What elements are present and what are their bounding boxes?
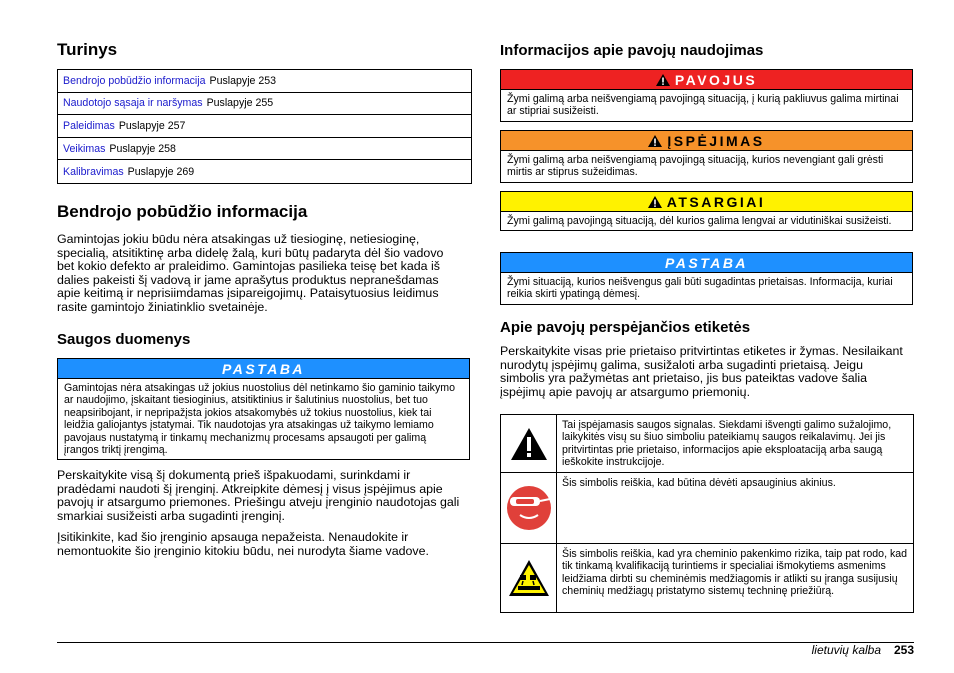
safety-paragraph-2: Įsitikinkite, kad šio įrenginio apsauga nepažeista. Nenaudokite ir nemontuokite šio įrenginio kitokiu būdu, nei nurodyta šiame vadove. [57, 530, 429, 558]
warning-box [500, 130, 913, 183]
toc-row [58, 160, 471, 183]
note-banner: PASTABA [58, 359, 469, 379]
caution-box [500, 191, 913, 231]
toc-row [58, 70, 471, 93]
symbol-text: Tai įspėjamasis saugos signalas. Siekdami išvengti galimo sužalojimo, laikykitės visų su šiuo simboliu pateikiamų saugos reikalavimų. Jei jis pritvirtintas prie prietaiso, informacijos apie eksploataciją arba saugą ieškokite instrukcijoje. [562, 419, 892, 469]
symbol-row [501, 544, 913, 612]
labels-text: Perskaitykite visas prie prietaiso pritvirtintas etiketes ir žymas. Nesilaikant nurodytų įspėjimų galima, susižaloti arba sugadinti prietaisą. Jeigu simbolis yra pažymėtas ant prietaiso, jis bus pateiktas vadove šalia įspėjimų apie pavojų ar atsargumo priemonių. [500, 344, 903, 399]
toc-page: Puslapyje 269 [127, 165, 195, 178]
toc-page: Puslapyje 255 [206, 97, 274, 110]
toc-row [58, 115, 471, 138]
notice-box [500, 252, 913, 305]
notice-banner: PASTABA [501, 253, 912, 273]
general-title: Bendrojo pobūdžio informacija [57, 202, 308, 221]
warning-triangle-icon [510, 427, 548, 461]
safety-note-box [57, 358, 470, 460]
warning-triangle-icon [648, 196, 662, 208]
toc-table [57, 69, 472, 184]
toc-row [58, 93, 471, 116]
toc-page: Puslapyje 257 [118, 119, 186, 132]
symbols-table [500, 414, 914, 613]
caution-text: Žymi galimą pavojingą situaciją, dėl kurios galima lengvai ar vidutiniškai susižeisti. [507, 215, 892, 227]
toc-row [58, 138, 471, 161]
toc-link[interactable]: Bendrojo pobūdžio informacija [63, 74, 206, 87]
danger-box [500, 69, 913, 122]
safety-title: Saugos duomenys [57, 331, 191, 348]
warning-triangle-icon [656, 74, 670, 86]
note-text: Gamintojas nėra atsakingas už jokius nuostolius dėl netinkamo šio gaminio taikymo ar naudojimo, įskaitant tiesioginius, atsitiktinius ir šalutinius nuostolius, bet tuo neapsiribojant, ir nepripažįsta jokios atsakomybės už tokius nuostolius, kiek tai leidžia galiojantys įstatymai. Tik naudotojas yra atsakingas už taikymo lemiamo pavojaus nustatymą ir tinkamų mechanizmų procesams apsaugoti per galimą įrangos triktį įrengimą. [64, 382, 455, 457]
caution-banner [501, 192, 912, 212]
footer-language: lietuvių kalba [811, 643, 881, 657]
symbol-text: Šis simbolis reiškia, kad būtina dėvėti apsauginius akinius. [562, 477, 836, 489]
footer-divider [57, 642, 914, 643]
general-text: Gamintojas jokiu būdu nėra atsakingas už tiesioginę, netiesioginę, specialią, atsitiktinę arba didelę žalą, kuri būtų padaryta dėl šio vadovo bet kokio defekto ar praleidimo. Gamintojas pasilieka teisę bet kada iš dalies pakeisti šį vadovą ir jame aprašytus produktus nepranešdamas apie keitimą ir neprisiimdamas įsipareigojimų. Pataisytuosius leidimus rasite gamintojo žiniatinklio svetainėje. [57, 232, 444, 314]
toc-link[interactable]: Kalibravimas [63, 165, 124, 178]
toc-link[interactable]: Veikimas [63, 142, 106, 155]
toc-link[interactable]: Paleidimas [63, 119, 115, 132]
toc-page: Puslapyje 258 [109, 142, 176, 155]
danger-label: PAVOJUS [674, 71, 758, 88]
toc-title: Turinys [57, 40, 118, 59]
symbol-row [501, 473, 913, 544]
danger-text: Žymi galimą arba neišvengiamą pavojingą situaciją, į kurią pakliuvus galima mirtinai ar stipriai susižeisti. [507, 93, 899, 118]
symbol-icon-cell [501, 473, 557, 543]
symbol-text: Šis simbolis reiškia, kad yra cheminio pakenkimo rizika, taip pat rodo, kad tik tinkamą kvalifikaciją turintiems ir specialiai išmokytiems asmenims leidžiama dirbti su cheminėmis medžiagomis ir atlikti su įranga susijusių cheminių medžiagų pristatymo sistemų techninę priežiūrą. [562, 548, 908, 598]
notice-text: Žymi situaciją, kurios neišvengus gali būti sugadintas prietaisas. Informacija, kuriai reikia skirti ypatingą dėmesį. [507, 276, 893, 301]
page-number: 253 [893, 643, 914, 657]
labels-title: Apie pavojų perspėjančios etiketės [500, 319, 751, 336]
warning-label: ĮSPĖJIMAS [667, 132, 765, 149]
toc-link[interactable]: Naudotojo sąsaja ir naršymas [63, 97, 203, 110]
symbol-icon-cell [501, 415, 557, 472]
warning-text: Žymi galimą arba neišvengiamą pavojingą situaciją, kurios nevengiant gali grėsti mirtis ar stiprus sužeidimas. [507, 154, 884, 179]
toc-page: Puslapyje 253 [209, 74, 277, 87]
safety-paragraph-1: Perskaitykite visą šį dokumentą prieš išpakuodami, surinkdami ir pradėdami naudoti šį įrenginį. Atkreipkite dėmesį į visus įspėjimus apie pavojų ir atsargumo priemones. Priešingu atveju įrenginio naudotojas gali smarkiai susižeisti arba sugadinti įrenginį. [57, 468, 460, 523]
warning-triangle-icon [648, 135, 662, 147]
warning-banner [501, 131, 912, 151]
symbol-row [501, 415, 913, 473]
safety-goggles-icon [506, 485, 552, 531]
symbol-icon-cell [501, 544, 557, 612]
hazard-info-title: Informacijos apie pavojų naudojimas [500, 42, 764, 59]
danger-banner [501, 70, 912, 90]
chemical-hazard-icon [508, 559, 550, 597]
caution-label: ATSARGIAI [666, 193, 766, 210]
